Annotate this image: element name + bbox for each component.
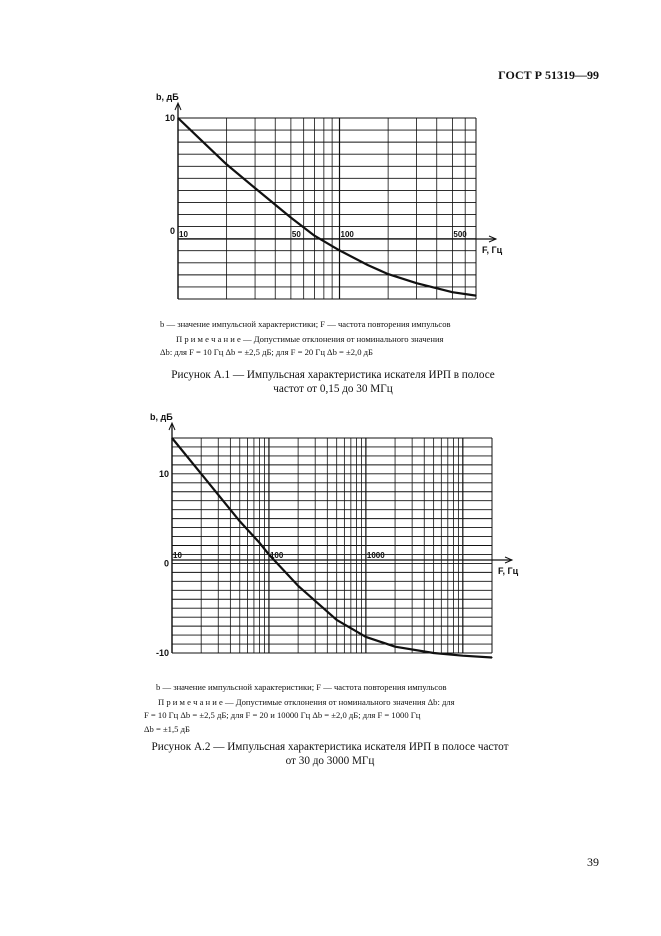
figure2-note-values-2: Δb = ±1,5 дБ <box>144 724 190 734</box>
data-point <box>367 264 368 265</box>
x-tick-label: 500 <box>453 230 467 239</box>
data-point <box>226 164 227 165</box>
chart-impulse-response-2 <box>140 412 524 664</box>
figure2-caption <box>140 740 520 768</box>
figure1-caption-line2: частот от 0,15 до 30 МГц <box>273 383 393 395</box>
y-axis-label: b, дБ <box>156 92 179 102</box>
y-tick-label: 0 <box>169 226 175 237</box>
document-header: ГОСТ Р 51319—99 <box>498 68 599 82</box>
response-curve <box>172 438 492 658</box>
page-number: 39 <box>587 855 599 869</box>
figure1-note-values: Δb: для F = 10 Гц Δb = ±2,5 дБ; для F = 20 Гц Δb = ±2,0 дБ <box>160 347 373 357</box>
data-point <box>201 473 202 474</box>
y-tick-label: 10 <box>164 113 175 123</box>
data-point <box>259 542 260 543</box>
x-tick-label: 1000 <box>366 551 385 560</box>
figure2-note-values: F = 10 Гц Δb = ±2,5 дБ; для F = 20 и 10000 Гц Δb = ±2,0 дБ; для F = 1000 Гц <box>144 710 421 720</box>
figure1-legend: b — значение импульсной характеристики; F — частота повторения импульсов <box>160 319 451 329</box>
data-point <box>452 292 453 293</box>
x-tick-label: 10 <box>179 230 188 239</box>
data-point <box>475 295 476 296</box>
data-point <box>254 188 255 189</box>
figure2-legend: b — значение импульсной характеристики; F — частота повторения импульсов <box>156 682 447 692</box>
data-point <box>491 657 492 658</box>
data-point <box>339 250 340 251</box>
chart-impulse-response-1 <box>148 92 508 310</box>
data-point <box>336 619 337 620</box>
data-point <box>239 521 240 522</box>
data-point <box>268 554 269 555</box>
data-point <box>290 217 291 218</box>
x-tick-label: 50 <box>291 230 301 239</box>
y-axis-label: b, дБ <box>150 412 173 422</box>
y-tick-label: -10 <box>155 648 169 658</box>
x-axis-label: F, Гц <box>498 566 519 576</box>
data-point <box>171 437 172 438</box>
y-tick-label: 10 <box>158 468 169 479</box>
data-point <box>314 235 315 236</box>
figure1-caption <box>150 368 516 396</box>
figure2-caption-line2: от 30 до 3000 МГц <box>285 755 375 767</box>
x-tick-label: 100 <box>269 551 284 560</box>
x-tick-label: 10 <box>173 551 182 560</box>
figure2-caption-line1: Рисунок А.2 — Импульсная характеристика искателя ИРП в полосе частот <box>151 741 509 753</box>
x-axis-label: F, Гц <box>482 245 503 255</box>
data-point <box>462 655 463 656</box>
data-point <box>177 117 178 118</box>
data-point <box>388 274 389 275</box>
response-curve <box>178 118 476 296</box>
y-tick-label: 0 <box>163 558 169 569</box>
data-point <box>206 145 207 146</box>
data-point <box>298 585 299 586</box>
data-point <box>433 652 434 653</box>
figure2-note-title: П р и м е ч а н и е — Допустимые отклонения от номинального значения Δb: для <box>158 697 455 707</box>
figure1-caption-line1: Рисунок А.1 — Импульсная характеристика искателя ИРП в полосе <box>171 369 495 381</box>
data-point <box>416 283 417 284</box>
data-point <box>365 636 366 637</box>
figure1-note-title: П р и м е ч а н и е — Допустимые отклонения от номинального значения <box>176 334 444 344</box>
data-point <box>394 646 395 647</box>
x-tick-label: 100 <box>340 230 354 239</box>
